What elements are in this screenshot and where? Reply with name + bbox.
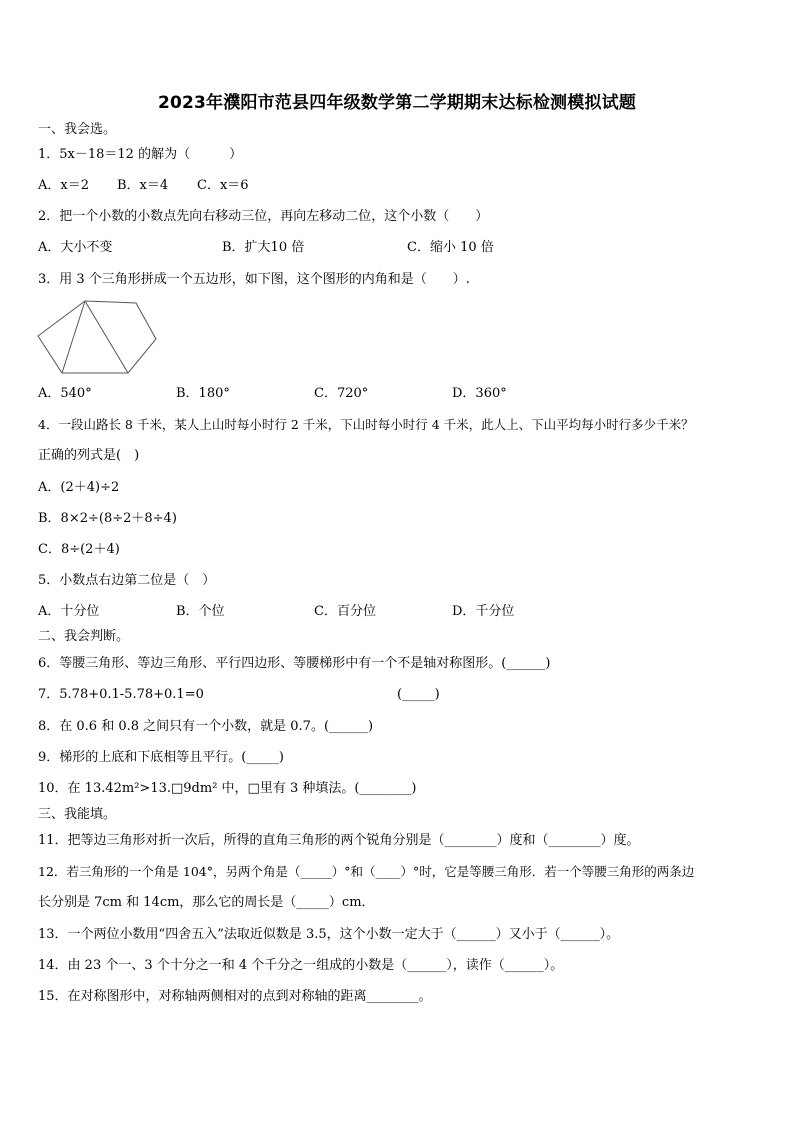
question-7-blank: (_____) — [397, 687, 440, 702]
pentagon-figure — [36, 297, 166, 377]
q2-option-a: A．大小不变 — [38, 240, 113, 255]
q1-option-c: C．x＝6 — [197, 178, 249, 193]
pentagon-diagonal-1 — [62, 301, 85, 373]
question-12: 12．若三角形的一个角是 104°，另两个角是（_____）°和（____）°时，它是等腰三角形．若一个等腰三角形的两条边 — [38, 864, 695, 879]
question-15: 15．在对称图形中，对称轴两侧相对的点到对称轴的距离________。 — [38, 989, 432, 1004]
question-9: 9．梯形的上底和下底相等且平行。(_____) — [38, 750, 284, 765]
q3-option-b: B．180° — [176, 386, 230, 401]
q3-option-a: A．540° — [38, 386, 92, 401]
q5-option-b: B．个位 — [176, 604, 225, 619]
q5-option-d: D．千分位 — [452, 604, 515, 619]
question-2: 2．把一个小数的小数点先向右移动三位，再向左移动二位，这个小数（ ） — [38, 209, 489, 224]
q3-option-c: C．720° — [314, 386, 369, 401]
question-8: 8．在 0.6 和 0.8 之间只有一个小数，就是 0.7。(______) — [38, 719, 374, 734]
question-6: 6．等腰三角形、等边三角形、平行四边形、等腰梯形中有一个不是轴对称图形。(______) — [38, 656, 551, 671]
question-7: 7．5.78+0.1-5.78+0.1=0 — [38, 687, 204, 702]
q2-option-c: C．缩小 10 倍 — [407, 240, 494, 255]
question-4: 4．一段山路长 8 千米，某人上山时每小时行 2 千米，下山时每小时行 4 千米，此人上、下山平均每小时行多少千米？ — [38, 417, 694, 432]
q2-option-b: B．扩大10 倍 — [222, 240, 305, 255]
q5-option-c: C．百分位 — [314, 604, 376, 619]
q4-option-c: C．8÷(2＋4) — [38, 542, 120, 557]
q4-option-b: B．8×2÷(8÷2＋8÷4) — [38, 511, 177, 526]
section-choice-heading: 一、我会选。 — [38, 122, 117, 137]
pentagon-outline — [38, 301, 156, 373]
section-fill-heading: 三、我能填。 — [38, 807, 117, 822]
question-3: 3．用 3 个三角形拼成一个五边形，如下图，这个图形的内角和是（ ）. — [38, 272, 470, 287]
question-12-continued: 长分别是 7cm 和 14cm，那么它的周长是（_____）cm． — [38, 895, 375, 910]
question-1: 1．5x－18＝12 的解为（ ） — [38, 147, 243, 162]
question-13: 13．一个两位小数用“四舍五入”法取近似数是 3.5，这个小数一定大于（______）又小于（______）。 — [38, 927, 620, 942]
pentagon-diagonal-2 — [85, 301, 128, 373]
section-judge-heading: 二、我会判断。 — [38, 629, 130, 644]
q1-option-b: B．x＝4 — [117, 178, 169, 193]
q3-option-d: D．360° — [452, 386, 507, 401]
question-10: 10．在 13.42m²>13.□9dm² 中，□里有 3 种填法。(________) — [38, 781, 417, 796]
question-14: 14．由 23 个一、3 个十分之一和 4 个千分之一组成的小数是（______），读作（______）。 — [38, 958, 564, 973]
page-title: 2023年濮阳市范县四年级数学第二学期期末达标检测模拟试题 — [157, 93, 637, 113]
q5-option-a: A．十分位 — [38, 604, 100, 619]
question-5: 5．小数点右边第二位是（ ） — [38, 573, 216, 588]
question-11: 11．把等边三角形对折一次后，所得的直角三角形的两个锐角分别是（________）度和（________）度。 — [38, 833, 640, 848]
q4-option-a: A．(2＋4)÷2 — [38, 480, 120, 495]
q1-option-a: A．x＝2 — [38, 178, 89, 193]
question-4-continued: 正确的列式是( ) — [38, 448, 140, 463]
